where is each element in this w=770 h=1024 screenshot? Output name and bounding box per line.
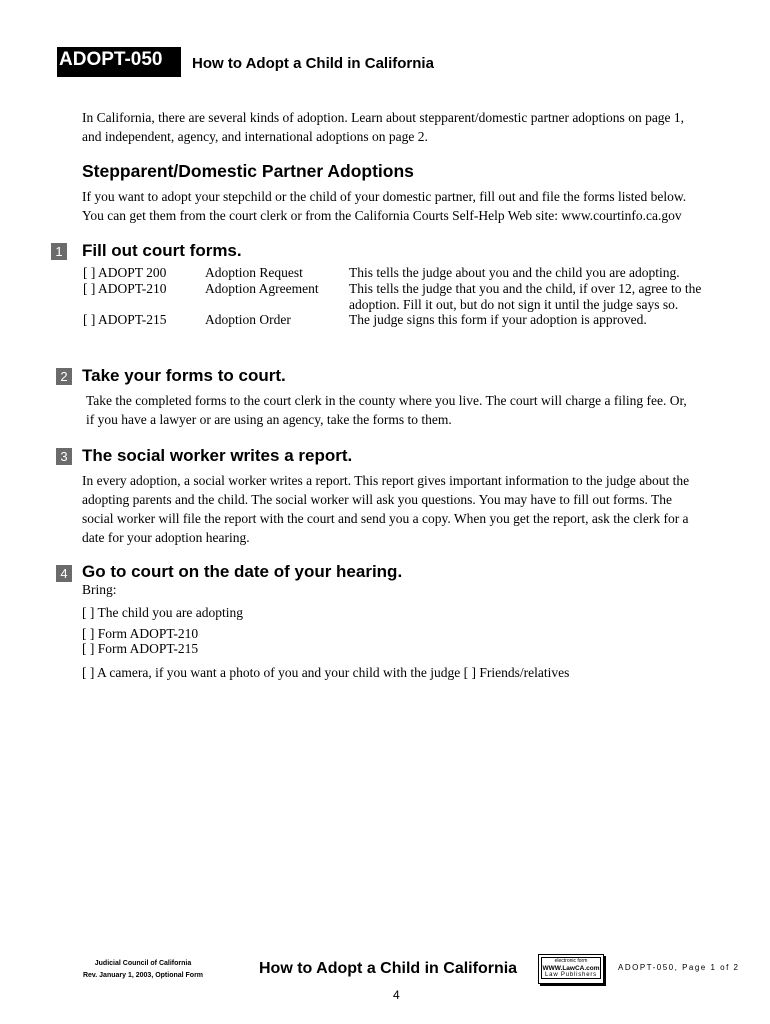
- form-checkbox-item[interactable]: [ ] ADOPT-215: [83, 312, 167, 327]
- step-title: Go to court on the date of your hearing.: [82, 562, 403, 581]
- step-body-line: Take the completed forms to the court clerk in the county where you live. The court will charge a filing fee. Or,: [86, 393, 687, 408]
- step-number-badge: 2: [56, 368, 72, 385]
- publisher-logo: [538, 954, 604, 984]
- form-checkbox-item[interactable]: [ ] ADOPT 200: [83, 265, 167, 280]
- logo-line: electronic form: [554, 958, 588, 964]
- bring-checkbox-item[interactable]: [ ] A camera, if you want a photo of you and your child with the judge [ ] Friends/relatives: [82, 665, 570, 680]
- bring-checkbox-item[interactable]: [ ] Form ADOPT-210: [82, 626, 199, 641]
- step-number-badge: 4: [56, 565, 72, 582]
- step-body: [82, 471, 689, 547]
- bring-checkbox-item[interactable]: [ ] Form ADOPT-215: [82, 641, 199, 656]
- step-body-line: adopting parents and the child. The social worker will ask you questions. You may have to fill out forms. The: [82, 492, 673, 507]
- form-checkbox-item[interactable]: [ ] ADOPT-210: [83, 281, 167, 296]
- step-title: Take your forms to court.: [82, 366, 286, 385]
- footer-council: [68, 958, 218, 982]
- section-heading: Stepparent/Domestic Partner Adoptions: [82, 161, 414, 181]
- step-body: [86, 391, 687, 429]
- step-body-line: In every adoption, a social worker writes a report. This report gives important information to the judge about the: [82, 473, 690, 488]
- council-name: Judicial Council of California: [94, 960, 192, 967]
- section-intro: [82, 187, 686, 225]
- step-body-line: date for your adoption hearing.: [82, 530, 250, 545]
- publisher-logo-frame: [541, 957, 601, 979]
- form-id-badge: ADOPT-050: [57, 47, 181, 77]
- form-name: Adoption Agreement: [205, 281, 319, 296]
- section-line: If you want to adopt your stepchild or the child of your domestic partner, fill out and file the forms listed below.: [82, 189, 687, 204]
- step-title: Fill out court forms.: [82, 241, 242, 260]
- page-reference: ADOPT-050, Page 1 of 2: [618, 963, 740, 972]
- logo-line: WWW.LawCA.com: [542, 965, 600, 972]
- form-description: This tells the judge about you and the child you are adopting.: [349, 265, 680, 280]
- step-body-line: if you have a lawyer or are using an agency, take the forms to them.: [86, 412, 452, 427]
- step-number-badge: 3: [56, 448, 72, 465]
- page-number: 4: [393, 988, 400, 1002]
- step-title: The social worker writes a report.: [82, 446, 353, 465]
- footer-title: How to Adopt a Child in California: [259, 960, 518, 977]
- revision-date: Rev. January 1, 2003, Optional Form: [82, 972, 204, 979]
- form-name: Adoption Order: [205, 312, 291, 327]
- form-description-line: This tells the judge that you and the child, if over 12, agree to the: [349, 281, 702, 296]
- bring-checkbox-item[interactable]: [ ] The child you are adopting: [82, 605, 243, 620]
- page-title: How to Adopt a Child in California: [192, 55, 434, 72]
- bring-label: Bring:: [82, 582, 117, 597]
- step-number-badge: 1: [51, 243, 67, 260]
- step-body-line: social worker will file the report with the court and send you a copy. When you get the report, ask the clerk for a: [82, 511, 689, 526]
- logo-line: Law Publishers: [545, 972, 597, 978]
- form-description: [349, 281, 729, 313]
- intro-line: and independent, agency, and international adoptions on page 2.: [82, 129, 428, 144]
- section-line: You can get them from the court clerk or from the California Courts Self-Help Web site: www.courtinfo.ca.gov: [82, 208, 682, 223]
- form-description: The judge signs this form if your adoption is approved.: [349, 312, 647, 327]
- intro-line: In California, there are several kinds of adoption. Learn about stepparent/domestic partner adoptions on page 1,: [82, 110, 685, 125]
- intro-text: [82, 108, 684, 146]
- form-name: Adoption Request: [205, 265, 303, 280]
- form-description-line: adoption. Fill it out, but do not sign it until the judge says so.: [349, 297, 679, 312]
